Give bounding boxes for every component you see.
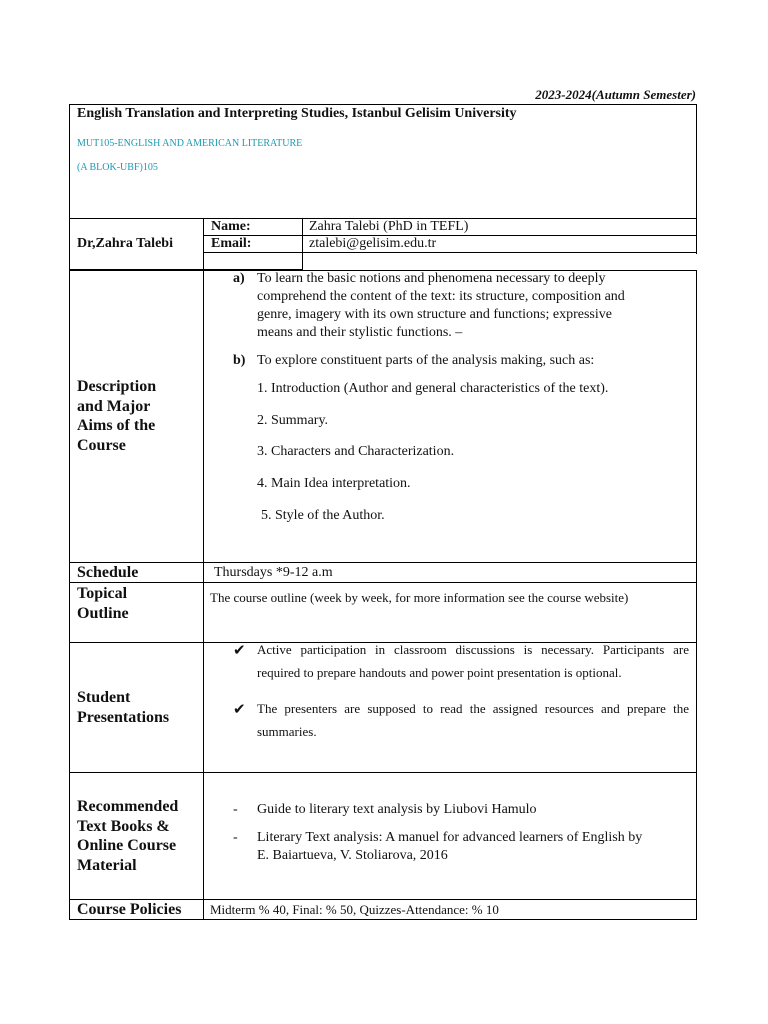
analysis-step-1: 1. Introduction (Author and general characteristics of the text). — [257, 381, 609, 396]
analysis-step-2: 2. Summary. — [257, 413, 329, 428]
aim-a-text: To learn the basic notions and phenomena necessary to deeply comprehend the content of the text: its structure, composition and genre, imagery with its own structure and functions; expressive means and their stylistic functions. – — [257, 271, 625, 340]
description-heading: Description and Major Aims of the Course — [77, 378, 157, 454]
topical-outline-value: The course outline (week by week, for more information see the course website) — [210, 590, 629, 605]
schedule-label: Schedule — [77, 564, 139, 581]
row-divider-schedule — [69, 582, 697, 583]
instructor-name: Dr,Zahra Talebi — [77, 236, 173, 251]
table1-col-divider-2 — [302, 218, 303, 270]
semester-label: 2023-2024(Autumn Semester) — [535, 87, 696, 102]
textbook-2: Literary Text analysis: A manuel for advanced learners of English by E. Baiartueva, V. Stoliarova, 2016 — [257, 830, 643, 863]
dash-marker: - — [233, 802, 238, 817]
table1-right-border — [696, 104, 697, 254]
topical-outline-heading: Topical Outline — [77, 585, 129, 622]
course-code: MUT105-ENGLISH AND AMERICAN LITERATURE — [77, 138, 303, 149]
table1-left-border — [69, 104, 70, 270]
aim-b-marker: b) — [233, 353, 246, 368]
dash-marker: - — [233, 830, 238, 845]
table2-right-border — [696, 270, 697, 920]
presentation-bullet-1: Active participation in classroom discussions is necessary. Participants are required to prepare handouts and power point presentation is optional. — [257, 642, 689, 680]
row-divider-description — [69, 562, 697, 563]
analysis-step-5: 5. Style of the Author. — [261, 508, 385, 523]
table1-row-divider-2 — [203, 252, 697, 253]
presentation-bullet-2: The presenters are supposed to read the assigned resources and prepare the summaries. — [257, 701, 689, 739]
university-title: English Translation and Interpreting Studies, Istanbul Gelisim University — [77, 106, 517, 121]
email-label: Email: — [211, 236, 252, 251]
table1-row-divider — [203, 235, 697, 236]
email-value: ztalebi@gelisim.edu.tr — [309, 236, 437, 251]
row-divider-presentations — [69, 772, 697, 773]
table2-left-border — [69, 270, 70, 920]
textbook-1: Guide to literary text analysis by Liubovi Hamulo — [257, 802, 537, 817]
course-policies-value: Midterm % 40, Final: % 50, Quizzes-Attendance: % 10 — [210, 902, 499, 917]
name-value: Zahra Talebi (PhD in TEFL) — [309, 219, 469, 234]
aim-b-text: To explore constituent parts of the analysis making, such as: — [257, 353, 595, 368]
course-location: (A BLOK-UBF)105 — [77, 162, 158, 173]
check-icon: ✔ — [233, 702, 246, 718]
table1-top-border — [69, 104, 697, 105]
schedule-value: Thursdays *9-12 a.m — [214, 565, 333, 580]
analysis-step-4: 4. Main Idea interpretation. — [257, 476, 411, 491]
table1-col-divider — [203, 218, 204, 270]
table2-col-divider — [203, 270, 204, 920]
course-policies-label: Course Policies — [77, 901, 182, 918]
aim-a-marker: a) — [233, 271, 245, 286]
student-presentations-heading: Student Presentations — [77, 689, 170, 726]
analysis-step-3: 3. Characters and Characterization. — [257, 444, 455, 459]
textbooks-heading: Recommended Text Books & Online Course Material — [77, 798, 179, 874]
check-icon: ✔ — [233, 643, 246, 659]
name-label: Name: — [211, 219, 251, 234]
